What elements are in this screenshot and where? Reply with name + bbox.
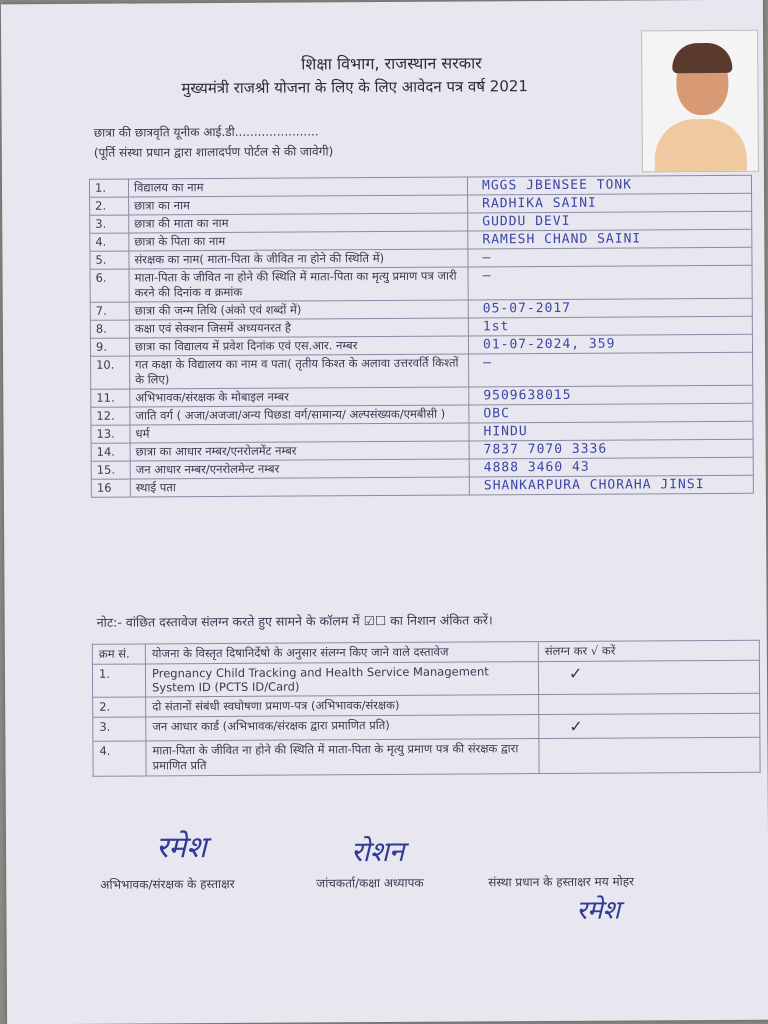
row-value: 7837 7070 3336 bbox=[469, 439, 753, 459]
row-value: 4888 3460 43 bbox=[469, 457, 753, 477]
row-value: MGGS JBENSEE TONK bbox=[467, 175, 751, 195]
row-label: कक्षा एवं सेक्शन जिसमें अध्ययनरत है bbox=[129, 318, 468, 338]
list-item bbox=[92, 660, 759, 697]
photo-body bbox=[655, 119, 747, 172]
docs-header-no: क्रम सं. bbox=[92, 644, 145, 664]
doc-checkmark bbox=[539, 693, 760, 714]
row-number: 13. bbox=[91, 425, 130, 443]
row-label: छात्रा की माता का नाम bbox=[129, 213, 468, 233]
row-number: 7. bbox=[90, 302, 129, 320]
teacher-signature-label: जांचकर्ता/कक्षा अध्यापक bbox=[316, 875, 424, 891]
row-label: छात्रा का नाम bbox=[129, 195, 468, 215]
row-number: 5. bbox=[90, 251, 129, 269]
doc-label: माता-पिता के जीवित ना होने की स्थिति में माता-पिता के मृत्यु प्रमाण पत्र की संरक्षक द्वारा प्रमाणित प्रति bbox=[146, 739, 539, 776]
list-item bbox=[93, 737, 760, 776]
row-label: छात्रा के पिता का नाम bbox=[129, 231, 468, 251]
row-label: विद्यालय का नाम bbox=[128, 177, 467, 197]
row-number: 6. bbox=[90, 269, 129, 302]
doc-number: 2. bbox=[93, 697, 146, 717]
table-row bbox=[91, 475, 753, 497]
school-stamp bbox=[546, 872, 716, 911]
photo-hair bbox=[672, 43, 732, 73]
documents-table bbox=[92, 640, 761, 777]
row-value: SHANKARPURA CHORAHA JINSI bbox=[469, 475, 753, 495]
doc-number: 3. bbox=[93, 717, 146, 741]
row-number: 8. bbox=[90, 320, 129, 338]
row-label: जन आधार नम्बर/एनरोलमेन्ट नम्बर bbox=[130, 459, 469, 479]
row-number: 16 bbox=[91, 479, 130, 497]
doc-checkmark: ✓ bbox=[538, 660, 759, 694]
row-number: 15. bbox=[91, 461, 130, 479]
table-row bbox=[90, 265, 752, 302]
table-row bbox=[91, 352, 753, 389]
teacher-signature: रोशन bbox=[350, 834, 405, 869]
principal-signature-label: संस्था प्रधान के हस्ताक्षर मय मोहर bbox=[488, 874, 635, 890]
row-number: 10. bbox=[91, 356, 130, 389]
row-number: 14. bbox=[91, 443, 130, 461]
row-value: RAMESH CHAND SAINI bbox=[468, 229, 752, 249]
application-form bbox=[1, 0, 768, 1024]
row-label: धर्म bbox=[130, 423, 469, 443]
docs-header-doc: योजना के विस्तृत दिषानिर्देषो के अनुसार संलग्न किए जाने वाले दस्तावेज bbox=[145, 642, 538, 664]
row-label: छात्रा का आधार नम्बर/एनरोलमेंट नम्बर bbox=[130, 441, 469, 461]
principal-signature: रमेश bbox=[576, 895, 621, 926]
row-number: 3. bbox=[90, 215, 129, 233]
row-label: अभिभावक/संरक्षक के मोबाइल नम्बर bbox=[130, 387, 469, 407]
row-label: छात्रा का विद्यालय में प्रवेश दिनांक एवं एस.आर. नम्बर bbox=[129, 336, 468, 356]
row-label: संरक्षक का नाम( माता-पिता के जीवित ना होने की स्थिति में) bbox=[129, 249, 468, 269]
row-value: 1st bbox=[468, 316, 752, 336]
doc-checkmark bbox=[539, 737, 760, 773]
guardian-signature: रमेश bbox=[155, 830, 207, 866]
row-label: माता-पिता के जीवित ना होने की स्थिति में माता-पिता का मृत्यु प्रमाण पत्र जारी करने की दिनांक व क्रमांक bbox=[129, 267, 468, 302]
doc-checkmark: ✓ bbox=[539, 713, 760, 738]
row-value: GUDDU DEVI bbox=[468, 211, 752, 231]
form-title: शिक्षा विभाग, राजस्थान सरकार bbox=[301, 53, 482, 74]
row-value: HINDU bbox=[469, 421, 753, 441]
row-label: गत कक्षा के विद्यालय का नाम व पता( तृतीय किश्त के अलावा उत्तरवर्ति किश्तों के लिए) bbox=[130, 354, 469, 389]
docs-header-attach: संलग्न कर √ करें bbox=[538, 640, 759, 661]
doc-label: Pregnancy Child Tracking and Health Service Management System ID (PCTS ID/Card) bbox=[145, 662, 538, 697]
row-value: — bbox=[468, 265, 752, 300]
unique-id-line: छात्रा की छात्रवृति यूनीक आई.डी...................... bbox=[93, 124, 319, 140]
doc-label: जन आधार कार्ड (अभिभावक/संरक्षक द्वारा प्रमाणित प्रति) bbox=[146, 715, 539, 741]
row-number: 9. bbox=[90, 338, 129, 356]
row-number: 4. bbox=[90, 233, 129, 251]
row-value: 9509638015 bbox=[469, 385, 753, 405]
instruction-note: नोट:- वांछित दस्तावेज संलग्न करते हुए सामने के कॉलम में ☑☐ का निशान अंकित करें। bbox=[96, 612, 493, 630]
doc-number: 1. bbox=[92, 664, 145, 697]
unique-id-note: (पूर्ति संस्था प्रधान द्वारा शालादर्पण पोर्टल से की जावेगी) bbox=[93, 144, 334, 160]
student-photo bbox=[641, 30, 759, 173]
row-value: OBC bbox=[469, 403, 753, 423]
row-value: — bbox=[469, 352, 753, 387]
student-details-table bbox=[89, 175, 754, 498]
doc-number: 4. bbox=[93, 741, 146, 776]
row-number: 12. bbox=[91, 407, 130, 425]
row-number: 1. bbox=[89, 179, 128, 197]
form-subtitle: मुख्यमंत्री राजश्री योजना के लिए के लिए आवेदन पत्र वर्ष 2021 bbox=[181, 77, 528, 98]
guardian-signature-label: अभिभावक/संरक्षक के हस्ताक्षर bbox=[100, 876, 235, 892]
row-label: स्थाई पता bbox=[130, 477, 469, 497]
doc-label: दो संतानों संबंधी स्वघोषणा प्रमाण-पत्र (अभिभावक/संरक्षक) bbox=[146, 695, 539, 717]
row-value: RADHIKA SAINI bbox=[468, 193, 752, 213]
row-number: 11. bbox=[91, 389, 130, 407]
row-value: — bbox=[468, 247, 752, 267]
row-value: 05-07-2017 bbox=[468, 298, 752, 318]
row-label: जाति वर्ग ( अजा/अजजा/अन्य पिछडा वर्ग/सामान्य/ अल्पसंख्यक/एमबीसी ) bbox=[130, 405, 469, 425]
row-value: 01-07-2024, 359 bbox=[468, 334, 752, 354]
row-number: 2. bbox=[90, 197, 129, 215]
row-label: छात्रा की जन्म तिथि (अंको एवं शब्दों में) bbox=[129, 300, 468, 320]
